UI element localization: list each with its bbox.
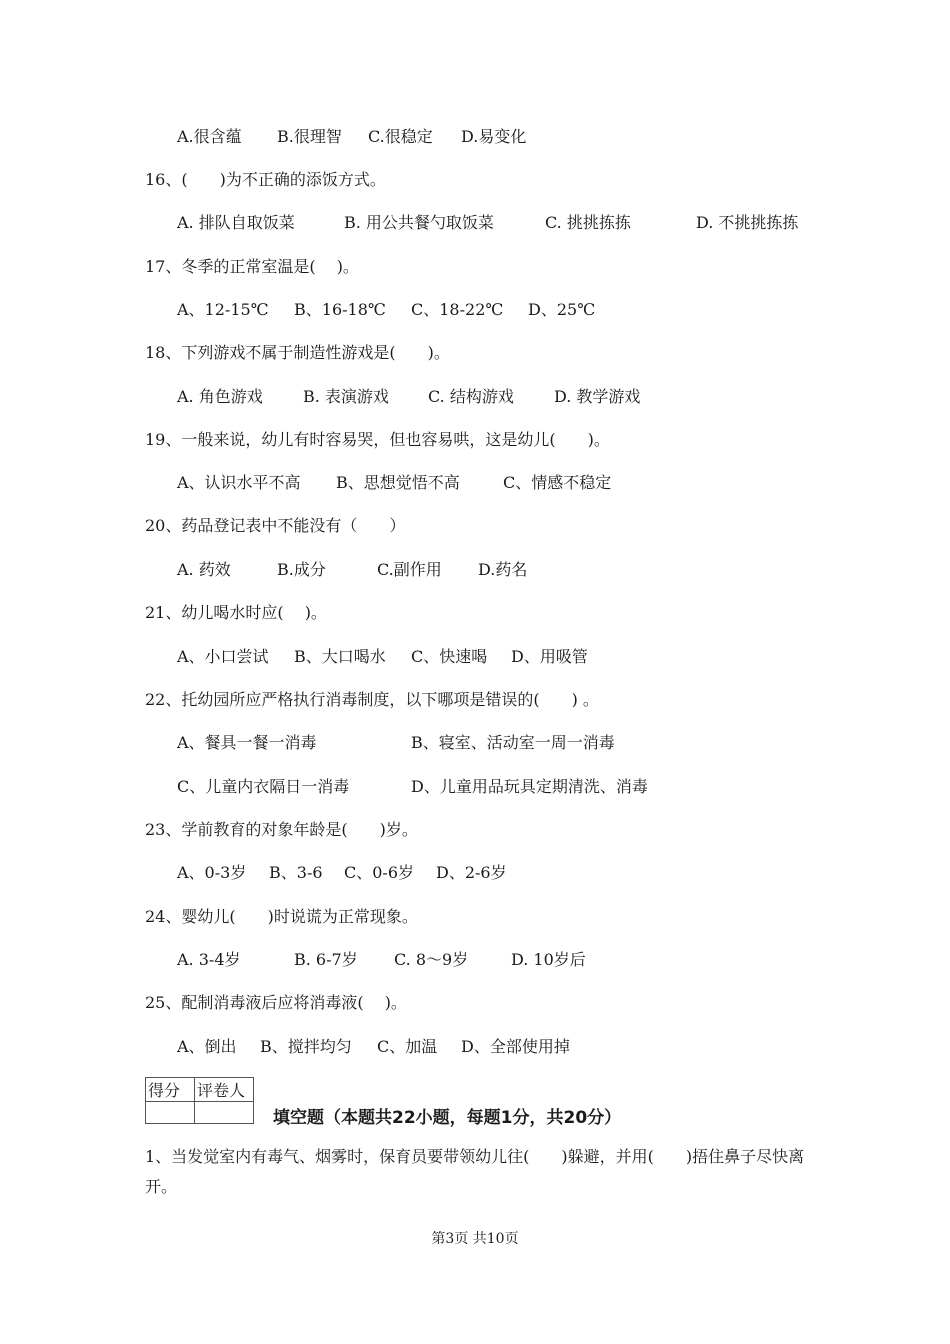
q16-option-b: B. 用公共餐勺取饭菜 — [344, 213, 494, 232]
q18-text: 18、下列游戏不属于制造性游戏是( )。 — [145, 343, 450, 362]
q20-option-a: A. 药效 — [177, 560, 231, 579]
q15-option-c: C.很稳定 — [368, 127, 433, 146]
q23-text: 23、学前教育的对象年龄是( )岁。 — [145, 820, 418, 839]
grader-cell — [195, 1102, 254, 1124]
q21-option-a: A、小口尝试 — [177, 647, 269, 666]
q19-option-c: C、情感不稳定 — [503, 473, 612, 492]
q18-option-a: A. 角色游戏 — [177, 387, 263, 406]
q20-option-c: C.副作用 — [377, 560, 442, 579]
q19-option-b: B、思想觉悟不高 — [336, 473, 460, 492]
q23-option-d: D、2-6岁 — [436, 863, 507, 882]
q25-option-b: B、搅拌均匀 — [260, 1037, 352, 1056]
grader-label: 评卷人 — [195, 1078, 254, 1102]
q25-option-c: C、加温 — [377, 1037, 438, 1056]
q16-text: 16、( )为不正确的添饭方式。 — [145, 170, 386, 189]
q20-option-d: D.药名 — [478, 560, 528, 579]
q17-option-c: C、18-22℃ — [411, 300, 504, 319]
q15-option-b: B.很理智 — [277, 127, 342, 146]
q22-option-c: C、儿童内衣隔日一消毒 — [177, 777, 350, 796]
q22-option-d: D、儿童用品玩具定期清洗、消毒 — [411, 777, 648, 796]
q23-option-c: C、0-6岁 — [344, 863, 415, 882]
q16-option-d: D. 不挑挑拣拣 — [696, 213, 799, 232]
q25-text: 25、配制消毒液后应将消毒液( )。 — [145, 993, 407, 1012]
q15-option-d: D.易变化 — [461, 127, 527, 146]
q24-option-a: A. 3-4岁 — [177, 950, 241, 969]
fill-question-1: 1、当发觉室内有毒气、烟雾时，保育员要带领幼儿往( )躲避，并用( )捂住鼻子尽快离开。 — [145, 1147, 805, 1196]
q24-option-d: D. 10岁后 — [511, 950, 586, 969]
section-title: 填空题（本题共22小题，每题1分，共20分） — [273, 1108, 622, 1128]
q17-option-b: B、16-18℃ — [294, 300, 386, 319]
q25-option-a: A、倒出 — [177, 1037, 237, 1056]
q17-option-a: A、12-15℃ — [177, 300, 269, 319]
score-label: 得分 — [146, 1078, 195, 1102]
q17-text: 17、冬季的正常室温是( )。 — [145, 257, 359, 276]
q19-text: 19、一般来说，幼儿有时容易哭，但也容易哄，这是幼儿( )。 — [145, 430, 610, 449]
page-footer: 第3页 共10页 — [431, 1231, 519, 1247]
q18-option-c: C. 结构游戏 — [428, 387, 514, 406]
score-cell — [146, 1102, 195, 1124]
q22-option-b: B、寝室、活动室一周一消毒 — [411, 733, 615, 752]
q21-option-b: B、大口喝水 — [294, 647, 386, 666]
q17-option-d: D、25℃ — [528, 300, 596, 319]
q21-option-d: D、用吸管 — [511, 647, 588, 666]
q16-option-a: A. 排队自取饭菜 — [177, 213, 295, 232]
q21-text: 21、幼儿喝水时应( )。 — [145, 603, 327, 622]
q24-text: 24、婴幼儿( )时说谎为正常现象。 — [145, 907, 418, 926]
q19-option-a: A、认识水平不高 — [177, 473, 301, 492]
q22-text: 22、托幼园所应严格执行消毒制度，以下哪项是错误的( ) 。 — [145, 690, 599, 709]
q20-option-b: B.成分 — [277, 560, 326, 579]
score-box — [145, 1077, 254, 1124]
q24-option-c: C. 8～9岁 — [394, 950, 469, 969]
q22-option-a: A、餐具一餐一消毒 — [177, 733, 317, 752]
q16-option-c: C. 挑挑拣拣 — [545, 213, 631, 232]
q21-option-c: C、快速喝 — [411, 647, 488, 666]
q18-option-b: B. 表演游戏 — [303, 387, 389, 406]
q23-option-a: A、0-3岁 — [177, 863, 247, 882]
q25-option-d: D、全部使用掉 — [461, 1037, 570, 1056]
q15-option-a: A.很含蕴 — [177, 127, 242, 146]
q20-text: 20、药品登记表中不能没有（ ） — [145, 516, 406, 535]
q18-option-d: D. 教学游戏 — [554, 387, 641, 406]
q24-option-b: B. 6-7岁 — [294, 950, 358, 969]
q23-option-b: B、3-6 — [269, 863, 323, 882]
